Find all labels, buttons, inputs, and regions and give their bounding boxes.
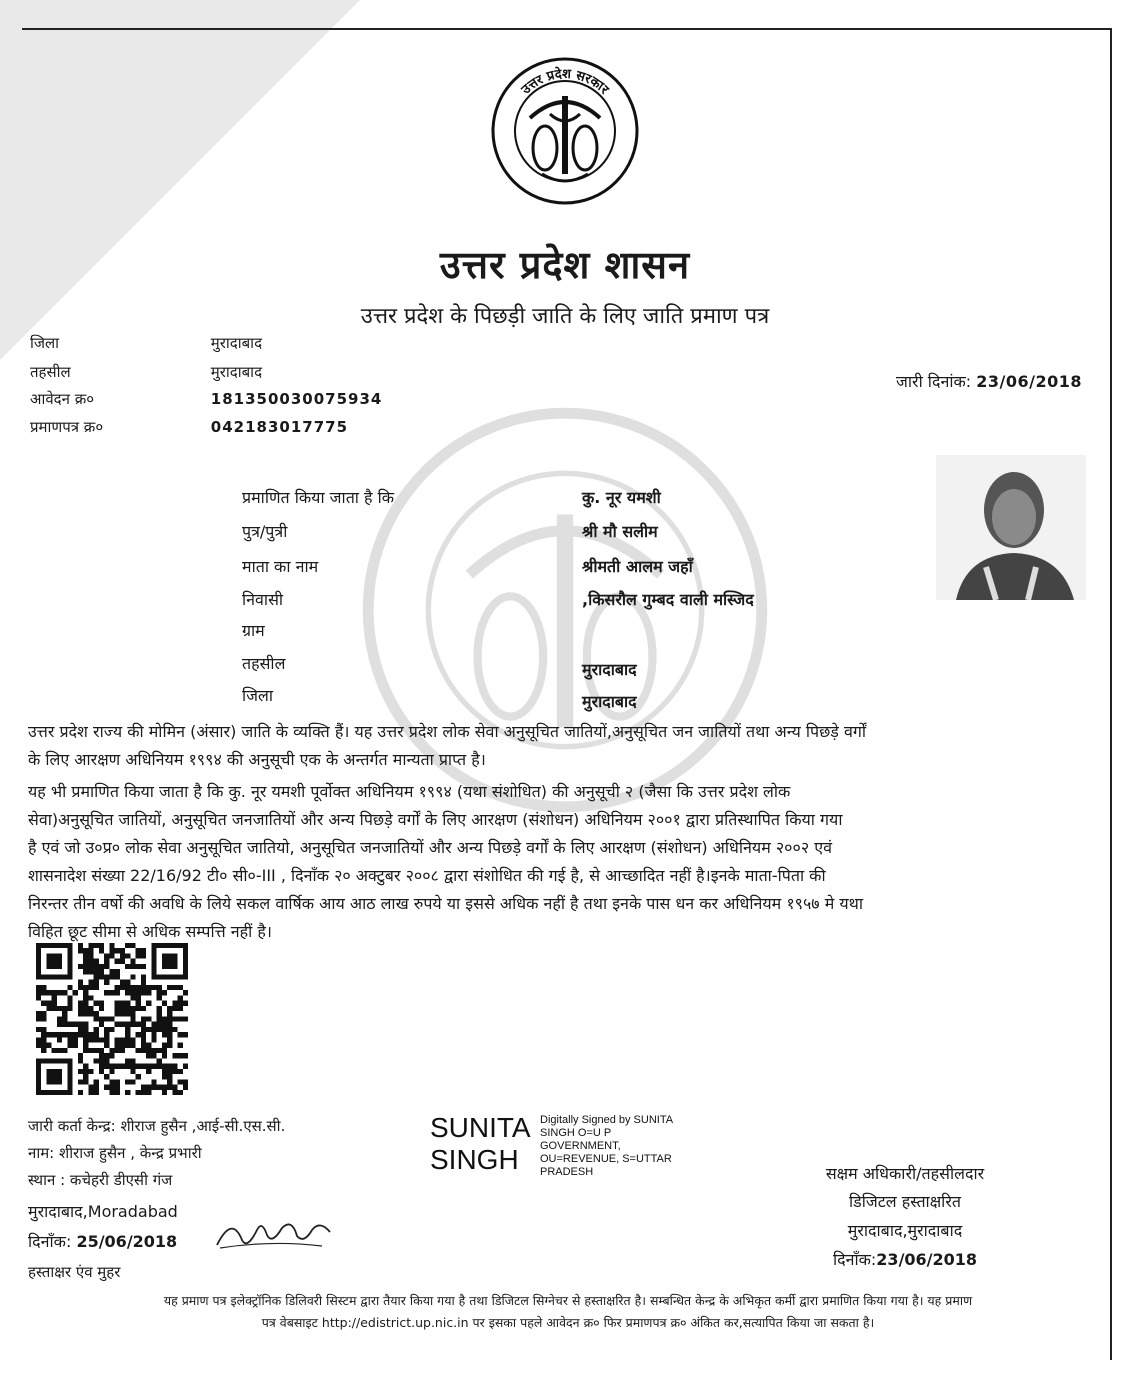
sig-name-line1: SUNITA xyxy=(430,1112,531,1143)
issuer-date-value: 25/06/2018 xyxy=(76,1232,178,1251)
meta-certificate xyxy=(30,417,348,437)
body-line: के लिए आरक्षण अधिनियम १९९४ की अनुसूची एक के अन्तर्गत मान्यता प्राप्त है। xyxy=(28,750,486,769)
meta-district xyxy=(30,333,262,353)
issue-date-value: 23/06/2018 xyxy=(976,372,1082,391)
authority-date-label: दिनाँक: xyxy=(832,1250,877,1269)
detail-value: कु. नूर यमशी xyxy=(582,488,661,507)
meta-tehsil xyxy=(30,362,262,382)
meta-tehsil-label: तहसील xyxy=(30,363,71,381)
footer-line: यह प्रमाण पत्र इलेक्ट्रॉनिक डिलिवरी सिस्टम द्वारा तैयार किया गया है तथा डिजिटल सिग्नेचर से हस्ताक्षरित है। सम्बन्धित केन्द्र के अभिकृत कर्मी द्वारा प्रमाणित किया गया है। यह प्रमाण xyxy=(163,1293,973,1308)
sig-detail-line: OU=REVENUE, S=UTTAR xyxy=(540,1153,672,1165)
authority-signed: डिजिटल हस्ताक्षरित xyxy=(849,1192,961,1211)
issuer-place: स्थान : कचेहरी डीएसी गंज xyxy=(28,1171,173,1189)
issuer-date xyxy=(28,1230,177,1252)
detail-label: माता का नाम xyxy=(242,557,319,576)
sig-detail-line: SINGH O=U P xyxy=(540,1127,612,1139)
issuer-city: मुरादाबाद,Moradabad xyxy=(28,1202,178,1221)
detail-value: ,किसरौल गुम्बद वाली मस्जिद xyxy=(582,590,754,609)
detail-label: प्रमाणित किया जाता है कि xyxy=(242,488,395,507)
sig-detail-line: GOVERNMENT, xyxy=(540,1140,621,1152)
handwritten-signature xyxy=(212,1210,342,1255)
svg-text:उत्तर प्रदेश सरकार xyxy=(518,66,612,98)
issuer-officer: नाम: शीराज हुसैन , केन्द्र प्रभारी xyxy=(28,1144,202,1162)
body-line: विहित छूट सीमा से अधिक सम्पत्ति नहीं है। xyxy=(28,922,272,941)
certificate-subtitle: उत्तर प्रदेश के पिछड़ी जाति के लिए जाति प्रमाण पत्र xyxy=(360,304,770,329)
meta-district-label: जिला xyxy=(30,334,60,352)
footer-line: पत्र वेबसाइट http://edistrict.up.nic.in पर इसका पहले आवेदन क्र० फिर प्रमाणपत्र क्र० अंकित कर,सत्यापित किया जा सकता है। xyxy=(261,1315,875,1330)
detail-value: मुरादाबाद xyxy=(582,660,637,679)
body-paragraph-1 xyxy=(28,718,1100,774)
footer-note xyxy=(28,1290,1108,1334)
meta-application-label: आवेदन क्र० xyxy=(30,390,95,408)
authority-place: मुरादाबाद,मुरादाबाद xyxy=(847,1221,963,1240)
detail-value: श्री मौ सलीम xyxy=(582,522,658,541)
body-line: सेवा)अनुसूचित जातियों, अनुसूचित जनजातियों और अन्य पिछड़े वर्गों के लिए आरक्षण (संशोधन) अधिनियम २००१ द्वारा प्रतिस्थापित किया गया xyxy=(28,810,843,829)
detail-label: पुत्र/पुत्री xyxy=(242,522,288,541)
issue-date-label: जारी दिनांक: xyxy=(896,372,972,391)
issuer-sign-label: हस्ताक्षर एंव मुहर xyxy=(28,1263,121,1281)
body-paragraph-2 xyxy=(28,778,1100,946)
detail-label: तहसील xyxy=(242,654,286,673)
meta-certificate-label: प्रमाणपत्र क्र० xyxy=(30,418,104,436)
detail-label: जिला xyxy=(242,686,274,705)
digital-signature-detail xyxy=(540,1114,720,1179)
applicant-photo xyxy=(936,455,1086,600)
body-line: निरन्तर तीन वर्षो की अवधि के लिये सकल वार्षिक आय आठ लाख रुपये या इससे अधिक नहीं है तथा इनके पास धन कर अधिनियम १९५७ मे यथा xyxy=(28,894,864,913)
meta-district-value: मुरादाबाद xyxy=(210,334,263,352)
body-line: यह भी प्रमाणित किया जाता है कि कु. नूर यमशी पूर्वोक्त अधिनियम १९९४ (यथा संशोधित) की अनुसूची २ (जैसा कि उत्तर प्रदेश लोक xyxy=(28,782,791,801)
body-line: उत्तर प्रदेश राज्य की मोमिन (अंसार) जाति के व्यक्ति हैं। यह उत्तर प्रदेश लोक सेवा अनुसूचित जातियों,अनुसूचित जन जातियों तथा अन्य पिछड़े वर्गों xyxy=(28,722,866,741)
authority-date-value: 23/06/2018 xyxy=(876,1250,978,1269)
issue-date xyxy=(896,370,1082,392)
digital-signature xyxy=(430,1112,730,1192)
meta-certificate-value: 042183017775 xyxy=(210,418,349,436)
sig-detail-line: PRADESH xyxy=(540,1166,594,1178)
meta-tehsil-value: मुरादाबाद xyxy=(210,363,263,381)
detail-value: श्रीमती आलम जहाँ xyxy=(582,557,693,576)
body-line: है एवं जो उ०प्र० लोक सेवा अनुसूचित जातियो, अनुसूचित जनजातियों और अन्य पिछड़े वर्गों के लिए आरक्षण (संशोधन) अधिनियम २००२ एवं xyxy=(28,838,832,857)
qr-code xyxy=(36,943,188,1095)
detail-value: मुरादाबाद xyxy=(582,692,637,711)
issuer-date-label: दिनाँक: xyxy=(28,1232,72,1251)
certificate-title: उत्तर प्रदेश शासन xyxy=(439,243,691,287)
body-line: शासनादेश संख्या 22/16/92 टी० सी०-III , दिनाँक २० अक्टुबर २००८ द्वारा संशोधित की गई है, से आच्छादित नहीं है।इनके माता-पिता की xyxy=(28,866,826,885)
sig-name-line2: SINGH xyxy=(430,1144,519,1175)
authority-date xyxy=(770,1248,1040,1270)
detail-label: ग्राम xyxy=(242,621,265,640)
detail-label: निवासी xyxy=(242,590,284,609)
meta-application-value: 181350030075934 xyxy=(210,390,383,408)
meta-application xyxy=(30,389,382,409)
authority-title: सक्षम अधिकारी/तहसीलदार xyxy=(825,1164,985,1183)
up-government-emblem xyxy=(490,56,640,206)
digital-signature-name xyxy=(430,1112,531,1176)
issuer-center: जारी कर्ता केन्द्र: शीराज हुसैन ,आई-सी.एस.सी. xyxy=(28,1117,286,1135)
sig-detail-line: Digitally Signed by SUNITA xyxy=(540,1114,674,1126)
emblem-text: उत्तर प्रदेश सरकार xyxy=(518,66,612,98)
